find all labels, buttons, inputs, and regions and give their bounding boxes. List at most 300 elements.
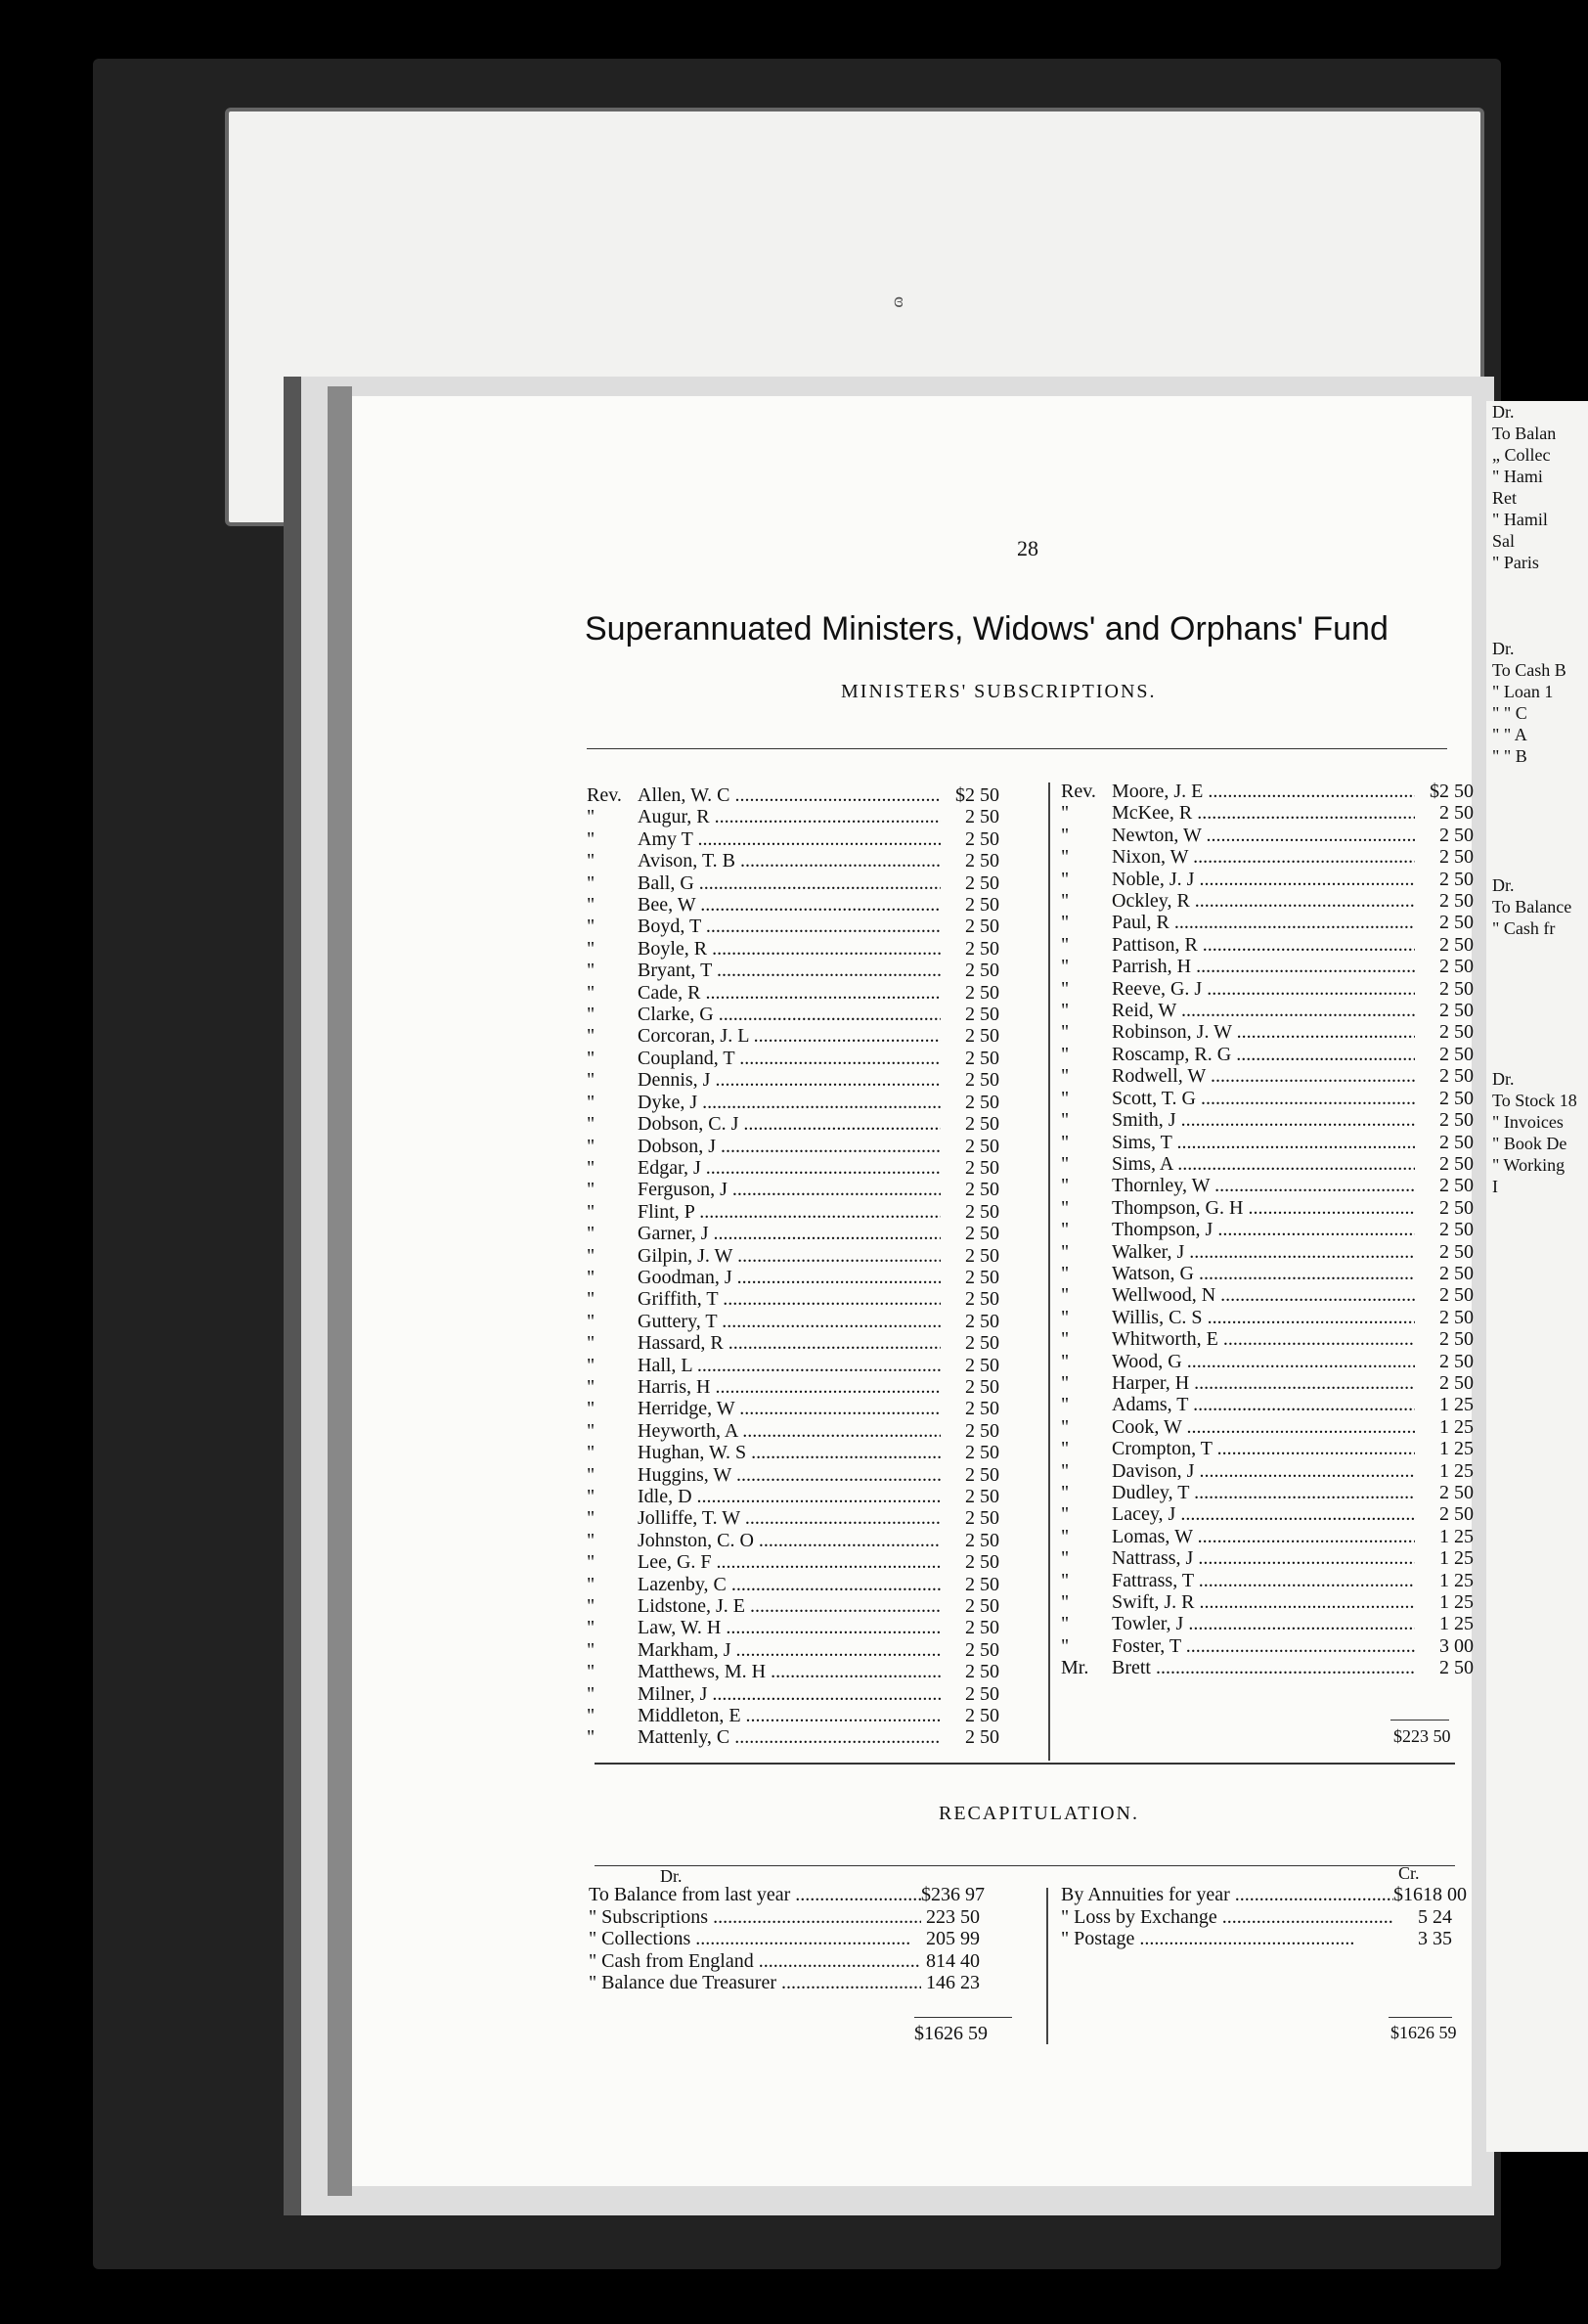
subscriber-name: Lee, G. F ..... [638, 1551, 941, 1573]
subscription-row [587, 1530, 999, 1551]
subscription-row [1061, 1132, 1474, 1153]
subscriber-name: Harris, H ..... [638, 1376, 941, 1398]
row-prefix: " [1061, 1591, 1070, 1614]
subscriber-name: Paul, R ..... [1112, 912, 1415, 933]
row-prefix: " [587, 981, 596, 1004]
subscription-row [1061, 1000, 1474, 1021]
row-prefix: " [1061, 956, 1070, 978]
subscription-amount: 2 50 [965, 1726, 999, 1749]
subscription-row [587, 916, 999, 937]
row-prefix: " [1061, 1438, 1070, 1460]
subscription-amount: 2 50 [1439, 1175, 1474, 1197]
subscription-amount: 2 50 [965, 1551, 999, 1574]
subscription-row [587, 1245, 999, 1267]
subscription-row [1061, 1482, 1474, 1503]
subscription-amount: 2 50 [1439, 1196, 1474, 1219]
recap-divider [1046, 1888, 1048, 2044]
subscription-row [587, 1332, 999, 1354]
subscription-row [587, 784, 999, 806]
subscription-amount: 2 50 [965, 1223, 999, 1245]
subscription-amount: 1 25 [1439, 1591, 1474, 1614]
subscription-amount: 1 25 [1439, 1547, 1474, 1570]
subscription-row [587, 1223, 999, 1244]
recap-amount: 3 35 [1418, 1928, 1452, 1950]
subscriber-name: McKee, R ..... [1112, 802, 1415, 824]
recap-amount: 814 40 [926, 1949, 980, 1972]
row-prefix: " [1061, 1394, 1070, 1416]
subscriber-name: Newton, W ..... [1112, 825, 1415, 846]
subscription-amount: 2 50 [965, 1398, 999, 1420]
subscriber-name: Matthews, M. H ..... [638, 1661, 941, 1682]
recap-description: By Annuities for year ..... [1061, 1884, 1393, 1906]
subscription-row [1061, 1526, 1474, 1547]
subscription-row [587, 1507, 999, 1529]
row-prefix: " [1061, 1482, 1070, 1503]
subscriber-name: Idle, D ..... [638, 1486, 941, 1507]
right-subscription-column [1061, 781, 1474, 1679]
section-subtitle: MINISTERS' SUBSCRIPTIONS. [841, 681, 1157, 702]
subscriber-name: Dennis, J ..... [638, 1069, 941, 1091]
fragment-line: " Hamil [1492, 510, 1548, 529]
subscriber-name: Allen, W. C ..... [638, 784, 941, 806]
subscription-amount: 2 50 [965, 1463, 999, 1486]
row-prefix: " [587, 1398, 596, 1420]
subscription-row [1061, 1657, 1474, 1678]
fragment-line [1486, 831, 1588, 853]
recap-description: " Loss by Exchange ..... [1061, 1906, 1393, 1929]
fragment-line: " " C [1492, 703, 1527, 723]
subscription-amount: 2 50 [965, 1375, 999, 1398]
subscription-amount: 2 50 [965, 1507, 999, 1530]
subscriber-name: Towler, J ..... [1112, 1613, 1415, 1634]
row-prefix: " [1061, 1613, 1070, 1635]
row-prefix: " [587, 1244, 596, 1267]
subscription-row [587, 1311, 999, 1332]
subscription-amount: 2 50 [1439, 933, 1474, 956]
subscription-amount: 2 50 [1439, 846, 1474, 869]
row-prefix: " [1061, 1087, 1070, 1109]
row-prefix: " [587, 1025, 596, 1048]
fragment-line: " Hami [1492, 467, 1543, 486]
row-prefix: " [1061, 868, 1070, 890]
subscriber-name: Sims, T ..... [1112, 1132, 1415, 1153]
subscription-amount: 2 50 [965, 1025, 999, 1048]
subscription-amount: 2 50 [1439, 1131, 1474, 1153]
recap-amount: 146 23 [926, 1972, 980, 1994]
fragment-line [1486, 939, 1588, 961]
subscription-row [587, 1705, 999, 1726]
fragment-line [1486, 1047, 1588, 1068]
row-prefix: " [587, 1179, 596, 1201]
cr-total-rule [1389, 2017, 1452, 2018]
subscription-row [1061, 1328, 1474, 1350]
subscription-row [1061, 1635, 1474, 1657]
row-prefix: " [587, 872, 596, 894]
row-prefix: " [587, 1113, 596, 1136]
row-prefix: " [587, 916, 596, 938]
subscriber-name: Heyworth, A ..... [638, 1420, 941, 1442]
subscription-amount: 2 50 [965, 1354, 999, 1376]
subscription-row [1061, 1591, 1474, 1613]
subscriber-name: Thompson, J ..... [1112, 1219, 1415, 1240]
subscriber-name: Johnston, C. O ..... [638, 1530, 941, 1551]
recap-description: " Balance due Treasurer ..... [589, 1972, 921, 1994]
recap-row [589, 1884, 985, 1906]
subscriber-name: Wood, G ..... [1112, 1351, 1415, 1372]
subscriber-name: Milner, J ..... [638, 1683, 941, 1705]
subscriptions-total: $223 50 [1393, 1726, 1451, 1746]
recap-amount: 5 24 [1418, 1905, 1452, 1928]
subscriber-name: Whitworth, E ..... [1112, 1328, 1415, 1350]
left-subscription-column [587, 784, 999, 1749]
fragment-line: " Book De [1492, 1134, 1567, 1153]
subscriber-name: Dyke, J ..... [638, 1092, 941, 1113]
subscription-row [1061, 1219, 1474, 1240]
row-prefix: " [1061, 1371, 1070, 1394]
subscription-row [587, 1267, 999, 1288]
recap-description: " Postage ..... [1061, 1928, 1393, 1950]
subscription-amount: 2 50 [1439, 1482, 1474, 1503]
subscriber-name: Cook, W ..... [1112, 1416, 1415, 1438]
row-prefix: " [1061, 1634, 1070, 1657]
subscriber-name: Amy T ..... [638, 828, 941, 850]
subscription-row [1061, 869, 1474, 890]
recap-row [1061, 1884, 1467, 1906]
fragment-line [1486, 853, 1588, 874]
fragment-line: Dr. [1492, 639, 1515, 658]
subscription-row [587, 1574, 999, 1595]
subscription-row [1061, 1241, 1474, 1263]
subscription-row [587, 1726, 999, 1748]
subscription-amount: 2 50 [1439, 1043, 1474, 1065]
subscription-row [587, 806, 999, 827]
subscription-row [1061, 890, 1474, 912]
subscription-amount: 1 25 [1439, 1415, 1474, 1438]
subscription-row [587, 938, 999, 960]
subscriber-name: Dobson, C. J ..... [638, 1113, 941, 1135]
subscription-row [1061, 1307, 1474, 1328]
row-prefix: " [587, 1463, 596, 1486]
subscriber-name: Dobson, J ..... [638, 1136, 941, 1157]
row-prefix: " [1061, 933, 1070, 956]
subscription-amount: 2 50 [965, 1047, 999, 1069]
row-prefix: " [1061, 912, 1070, 934]
subscription-row [587, 1025, 999, 1047]
fragment-line [1486, 767, 1588, 788]
subscription-amount: 2 50 [1439, 1109, 1474, 1132]
subscription-row [587, 1136, 999, 1157]
subscriber-name: Lidstone, J. E ..... [638, 1595, 941, 1617]
subscription-row [1061, 1372, 1474, 1394]
subscriber-name: Fattrass, T ..... [1112, 1570, 1415, 1591]
subscriber-name: Huggins, W ..... [638, 1464, 941, 1486]
recap-amount: 223 50 [926, 1905, 980, 1928]
subscription-row [1061, 1416, 1474, 1438]
subscription-row [587, 1157, 999, 1179]
subscription-row [587, 850, 999, 872]
subscription-row [587, 1595, 999, 1617]
subscriber-name: Garner, J ..... [638, 1223, 941, 1244]
subscriber-name: Nattrass, J ..... [1112, 1547, 1415, 1569]
subscriber-name: Crompton, T ..... [1112, 1438, 1415, 1459]
subscription-row [1061, 1065, 1474, 1087]
subscriber-name: Swift, J. R ..... [1112, 1591, 1415, 1613]
row-prefix: " [587, 1661, 596, 1683]
row-prefix: " [1061, 824, 1070, 846]
row-prefix: " [1061, 1459, 1070, 1482]
row-prefix: " [587, 1156, 596, 1179]
subscription-row [1061, 802, 1474, 824]
subscriber-name: Noble, J. J ..... [1112, 869, 1415, 890]
subscription-row [1061, 1044, 1474, 1065]
subscriber-name: Ockley, R ..... [1112, 890, 1415, 912]
subscription-row [587, 1004, 999, 1025]
subscription-row [1061, 1351, 1474, 1372]
row-prefix: " [587, 1726, 596, 1749]
fragment-line [1486, 595, 1588, 616]
subscriber-name: Wellwood, N ..... [1112, 1284, 1415, 1306]
row-prefix: " [587, 850, 596, 872]
row-prefix: " [1061, 890, 1070, 913]
subscription-row [1061, 1503, 1474, 1525]
row-prefix: " [587, 894, 596, 916]
page-title: Superannuated Ministers, Widows' and Orphans' Fund [585, 610, 1389, 648]
subscription-row [587, 872, 999, 894]
fragment-line: Dr. [1492, 402, 1515, 422]
subscriber-name: Edgar, J ..... [638, 1157, 941, 1179]
subscriber-name: Flint, P ..... [638, 1201, 941, 1223]
subscription-row [587, 1442, 999, 1463]
row-prefix: " [1061, 1175, 1070, 1197]
subscription-row [1061, 1284, 1474, 1306]
subscription-row [1061, 1088, 1474, 1109]
subscriber-name: Rodwell, W ..... [1112, 1065, 1415, 1087]
subscriber-name: Adams, T ..... [1112, 1394, 1415, 1415]
row-prefix: " [587, 1223, 596, 1245]
recap-dr-total: $1626 59 [914, 2023, 988, 2044]
subscription-amount: 2 50 [965, 1244, 999, 1267]
row-prefix: " [587, 1288, 596, 1311]
row-prefix: " [1061, 1131, 1070, 1153]
row-prefix: " [587, 1135, 596, 1157]
fragment-line: " Working [1492, 1155, 1566, 1175]
subscription-amount: 2 50 [1439, 1657, 1474, 1679]
row-prefix: " [1061, 1569, 1070, 1591]
fragment-line: " Cash fr [1492, 918, 1556, 938]
fragment-line: „ Collec [1492, 445, 1551, 465]
subscriber-name: Dudley, T ..... [1112, 1482, 1415, 1503]
row-prefix: " [587, 960, 596, 982]
subscription-row [587, 1398, 999, 1419]
subscription-amount: 2 50 [1439, 1152, 1474, 1175]
subscription-amount: 2 50 [965, 1069, 999, 1092]
fragment-line [1486, 788, 1588, 810]
row-prefix: " [587, 1354, 596, 1376]
subscriber-name: Thornley, W ..... [1112, 1175, 1415, 1196]
row-prefix: " [587, 1332, 596, 1355]
fragment-line [1486, 961, 1588, 982]
fragment-line: I [1492, 1177, 1498, 1196]
subscriber-name: Roscamp, R. G ..... [1112, 1044, 1415, 1065]
subscriber-name: Bryant, T ..... [638, 960, 941, 981]
row-prefix: " [587, 1486, 596, 1507]
subscription-amount: 2 50 [965, 1595, 999, 1618]
subscription-row [587, 960, 999, 981]
subscriber-name: Sims, A ..... [1112, 1153, 1415, 1175]
subscription-row [587, 1617, 999, 1638]
subscription-amount: 2 50 [965, 1310, 999, 1332]
subscriber-name: Harper, H ..... [1112, 1372, 1415, 1394]
subscription-row [1061, 1263, 1474, 1284]
subscription-row [1061, 1460, 1474, 1482]
subscription-row [1061, 1021, 1474, 1043]
fragment-line [1486, 982, 1588, 1004]
subscription-amount: 2 50 [965, 937, 999, 960]
row-prefix: " [1061, 1065, 1070, 1088]
subscription-row [587, 1376, 999, 1398]
subscription-amount: 2 50 [1439, 1306, 1474, 1328]
subscription-amount: 2 50 [965, 1113, 999, 1136]
recap-title: RECAPITULATION. [939, 1803, 1139, 1824]
fragment-line: " " B [1492, 746, 1527, 766]
subscriber-name: Foster, T ..... [1112, 1635, 1415, 1657]
subscriber-name: Herridge, W ..... [638, 1398, 941, 1419]
fragment-line: " Loan 1 [1492, 682, 1554, 701]
subscription-amount: 2 50 [1439, 1328, 1474, 1351]
subscriber-name: Corcoran, J. L ..... [638, 1025, 941, 1047]
fragment-line [1486, 616, 1588, 638]
subscriber-name: Ferguson, J ..... [638, 1179, 941, 1200]
subscriber-name: Smith, J ..... [1112, 1109, 1415, 1131]
subscriber-name: Hughan, W. S ..... [638, 1442, 941, 1463]
row-prefix: " [1061, 1547, 1070, 1570]
subscriber-name: Hall, L ..... [638, 1355, 941, 1376]
row-prefix: Rev. [587, 784, 622, 806]
subscription-amount: 2 50 [965, 1682, 999, 1705]
row-prefix: " [1061, 1196, 1070, 1219]
recap-row [1061, 1906, 1452, 1929]
subscriber-name: Lomas, W ..... [1112, 1526, 1415, 1547]
subscriber-name: Clarke, G ..... [638, 1004, 941, 1025]
subscription-amount: 2 50 [965, 894, 999, 916]
column-divider [1048, 782, 1050, 1761]
row-prefix: " [1061, 1240, 1070, 1263]
fragment-line: " " A [1492, 725, 1527, 744]
subscription-amount: 2 50 [1439, 824, 1474, 846]
fragment-line: Ret [1492, 488, 1517, 508]
row-prefix: " [587, 1091, 596, 1113]
subscriber-name: Reid, W ..... [1112, 1000, 1415, 1021]
subscription-amount: 2 50 [965, 1419, 999, 1442]
subscriber-name: Moore, J. E ..... [1112, 781, 1415, 802]
subscription-row [587, 1420, 999, 1442]
subscriber-name: Reeve, G. J ..... [1112, 978, 1415, 1000]
subscription-row [1061, 978, 1474, 1000]
subscription-amount: 2 50 [965, 1442, 999, 1464]
subscription-amount: 2 50 [965, 1004, 999, 1026]
page-number: 28 [1017, 536, 1038, 560]
fragment-line: To Balan [1492, 424, 1557, 443]
row-prefix: " [1061, 1262, 1070, 1284]
row-prefix: " [1061, 1415, 1070, 1438]
row-prefix: " [1061, 1219, 1070, 1241]
row-prefix: " [1061, 1043, 1070, 1065]
subscription-amount: 2 50 [965, 1266, 999, 1288]
subscription-amount: 2 50 [965, 1156, 999, 1179]
fragment-line: " Paris [1492, 553, 1539, 572]
dr-total-rule [914, 2017, 1012, 2018]
subscription-amount: 2 50 [965, 1705, 999, 1727]
subscription-amount: 2 50 [1439, 802, 1474, 825]
subscriber-name: Walker, J ..... [1112, 1241, 1415, 1263]
subscriber-name: Guttery, T ..... [638, 1311, 941, 1332]
adjacent-page-fragment [1486, 401, 1588, 2152]
subscription-row [587, 982, 999, 1004]
subscriber-name: Cade, R ..... [638, 982, 941, 1004]
recap-description: " Collections ..... [589, 1928, 921, 1950]
fragment-line [1486, 1004, 1588, 1025]
row-prefix: " [587, 1442, 596, 1464]
row-prefix: " [1061, 1328, 1070, 1351]
subscription-amount: 2 50 [1439, 977, 1474, 1000]
subscription-amount: 2 50 [1439, 1087, 1474, 1109]
subscription-row [1061, 1197, 1474, 1219]
row-prefix: " [1061, 802, 1070, 825]
row-prefix: " [1061, 1525, 1070, 1547]
subscriber-name: Coupland, T ..... [638, 1048, 941, 1069]
subscription-row [1061, 846, 1474, 868]
subscription-amount: 2 50 [965, 1179, 999, 1201]
row-prefix: " [587, 1200, 596, 1223]
subscriber-name: Watson, G ..... [1112, 1263, 1415, 1284]
subscriber-name: Brett ..... [1112, 1657, 1415, 1678]
subscription-amount: 2 50 [965, 1091, 999, 1113]
subscription-row [587, 1179, 999, 1200]
subscription-amount: 1 25 [1439, 1394, 1474, 1416]
subscriber-name: Scott, T. G ..... [1112, 1088, 1415, 1109]
fragment-line [1486, 1025, 1588, 1047]
row-prefix: " [1061, 846, 1070, 869]
subscription-amount: 2 50 [965, 960, 999, 982]
sum-rule [1390, 1720, 1449, 1721]
subscription-row [1061, 825, 1474, 846]
subscriber-name: Augur, R ..... [638, 806, 941, 827]
fragment-line: To Cash B [1492, 660, 1566, 680]
subscription-amount: $2 50 [955, 784, 999, 806]
subscriber-name: Lazenby, C ..... [638, 1574, 941, 1595]
subscription-row [1061, 1153, 1474, 1175]
subscription-amount: 2 50 [1439, 868, 1474, 890]
subscription-amount: 2 50 [1439, 1065, 1474, 1088]
subscription-row [587, 1201, 999, 1223]
row-prefix: " [1061, 1306, 1070, 1328]
subscription-amount: 2 50 [965, 1135, 999, 1157]
row-prefix: " [587, 1705, 596, 1727]
subscription-row [1061, 1394, 1474, 1415]
subscription-amount: 2 50 [1439, 1021, 1474, 1044]
top-rule [587, 748, 1447, 749]
subscription-amount: 1 25 [1439, 1613, 1474, 1635]
subscription-row [587, 894, 999, 916]
subscription-row [1061, 1613, 1474, 1634]
subscription-amount: $2 50 [1430, 781, 1474, 802]
subscription-row [587, 1551, 999, 1573]
section-rule [595, 1763, 1455, 1765]
fragment-line: Dr. [1492, 1069, 1515, 1089]
subscription-amount: 2 50 [965, 806, 999, 828]
subscription-row [587, 1486, 999, 1507]
subscription-amount: 2 50 [965, 1486, 999, 1507]
